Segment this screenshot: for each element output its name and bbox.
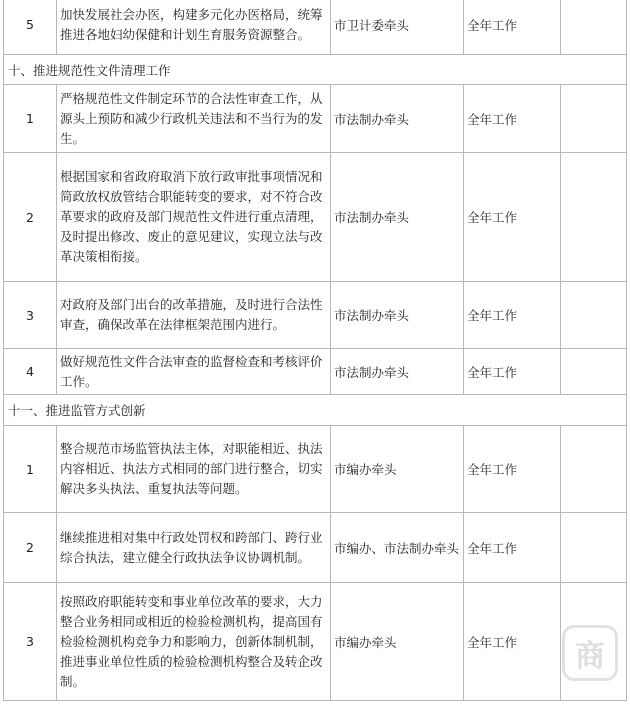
blank-cell (561, 426, 627, 513)
lead-department: 市编办、市法制办牵头 (331, 513, 464, 583)
time-frame: 全年工作 (464, 426, 561, 513)
task-text: 对政府及部门出台的改革措施，及时进行合法性审查，确保改革在法律框架范围内进行。 (57, 282, 331, 349)
time-frame: 全年工作 (464, 513, 561, 583)
lead-department: 市编办牵头 (331, 426, 464, 513)
item-number: 1 (4, 426, 57, 513)
table-row (4, 513, 627, 583)
blank-cell (561, 153, 627, 282)
section-row (4, 395, 627, 426)
watermark-logo: 商 (562, 625, 618, 681)
blank-cell (561, 0, 627, 55)
time-frame: 全年工作 (464, 583, 561, 701)
item-number: 1 (4, 85, 57, 153)
blank-cell (561, 85, 627, 153)
task-text: 做好规范性文件合法审查的监督检查和考核评价工作。 (57, 349, 331, 395)
table-row (4, 153, 627, 282)
item-number: 5 (4, 0, 57, 55)
item-number: 3 (4, 583, 57, 701)
item-number: 2 (4, 153, 57, 282)
time-frame: 全年工作 (464, 349, 561, 395)
section-title: 十、推进规范性文件清理工作 (4, 55, 627, 85)
lead-department: 市法制办牵头 (331, 85, 464, 153)
table-row (4, 85, 627, 153)
item-number: 3 (4, 282, 57, 349)
task-text: 根据国家和省政府取消下放行政审批事项情况和简政放权放管结合职能转变的要求，对不符合改革要求的政府及部门规范性文件进行重点清理，及时提出修改、废止的意见建议，实现立法与改革决策相衔接。 (57, 153, 331, 282)
item-number: 4 (4, 349, 57, 395)
table-row (4, 282, 627, 349)
task-text: 严格规范性文件制定环节的合法性审查工作，从源头上预防和减少行政机关违法和不当行为的发生。 (57, 85, 331, 153)
task-text: 整合规范市场监管执法主体，对职能相近、执法内容相近、执法方式相同的部门进行整合，切实解决多头执法、重复执法等问题。 (57, 426, 331, 513)
table-row (4, 583, 627, 701)
task-table (3, 0, 627, 701)
blank-cell (561, 282, 627, 349)
blank-cell (561, 349, 627, 395)
time-frame: 全年工作 (464, 282, 561, 349)
table-row (4, 0, 627, 55)
lead-department: 市法制办牵头 (331, 153, 464, 282)
blank-cell (561, 513, 627, 583)
lead-department: 市编办牵头 (331, 583, 464, 701)
table-row (4, 349, 627, 395)
item-number: 2 (4, 513, 57, 583)
time-frame: 全年工作 (464, 0, 561, 55)
time-frame: 全年工作 (464, 153, 561, 282)
task-text: 继续推进相对集中行政处罚权和跨部门、跨行业综合执法，建立健全行政执法争议协调机制。 (57, 513, 331, 583)
section-title: 十一、推进监管方式创新 (4, 395, 627, 426)
task-text: 加快发展社会办医，构建多元化办医格局，统筹推进各地妇幼保健和计划生育服务资源整合。 (57, 0, 331, 55)
lead-department: 市法制办牵头 (331, 349, 464, 395)
lead-department: 市法制办牵头 (331, 282, 464, 349)
table-row (4, 426, 627, 513)
section-row (4, 55, 627, 85)
lead-department: 市卫计委牵头 (331, 0, 464, 55)
time-frame: 全年工作 (464, 85, 561, 153)
task-text: 按照政府职能转变和事业单位改革的要求，大力整合业务相同或相近的检验检测机构，提高国有检验检测机构竞争力和影响力，创新体制机制，推进事业单位性质的检验检测机构整合及转企改制。 (57, 583, 331, 701)
